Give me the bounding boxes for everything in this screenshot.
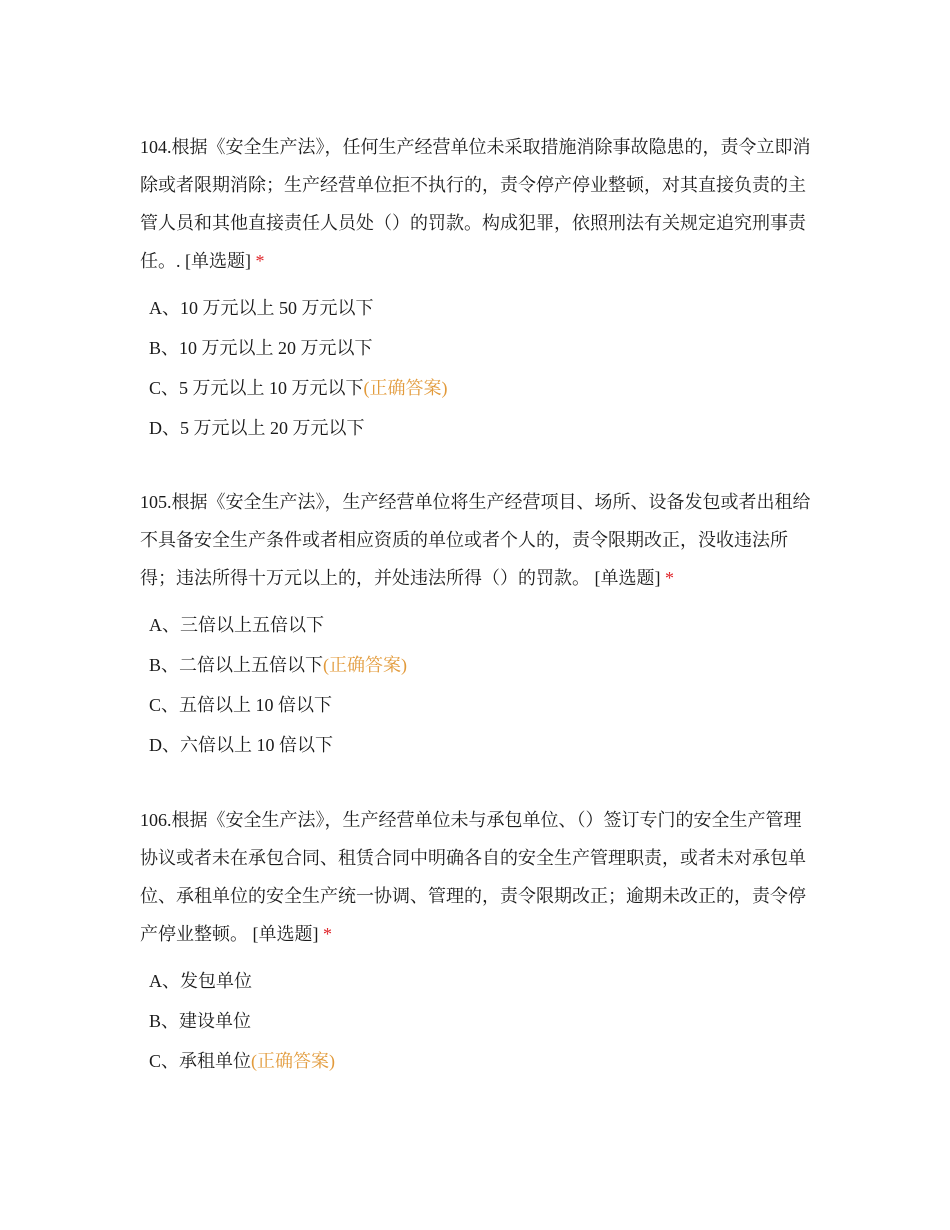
option-label: A、发包单位 <box>149 971 252 991</box>
option-label: D、六倍以上 10 倍以下 <box>149 735 333 755</box>
option-b[interactable] <box>140 328 812 368</box>
correct-answer-tag: (正确答案) <box>323 655 408 675</box>
option-label: A、三倍以上五倍以下 <box>149 615 324 635</box>
option-c[interactable] <box>140 368 812 408</box>
required-asterisk: * <box>255 251 265 271</box>
option-label: B、建设单位 <box>149 1011 252 1031</box>
question-stem: 105.根据《安全生产法》，生产经营单位将生产经营项目、场所、设备发包或者出租给不具备安全生产条件或者相应资质的单位或者个人的，责令限期改正，没收违法所得；违法所得十万元以上的，并处违法所得（）的罚款。 <box>140 492 811 588</box>
option-c[interactable] <box>140 685 812 725</box>
option-a[interactable] <box>140 605 812 645</box>
option-c[interactable] <box>140 1041 812 1081</box>
option-label: C、5 万元以上 10 万元以下 <box>149 378 364 398</box>
option-b[interactable] <box>140 1001 812 1041</box>
option-label: B、二倍以上五倍以下 <box>149 655 324 675</box>
question-106 <box>140 801 812 1081</box>
option-b[interactable] <box>140 645 812 685</box>
option-a[interactable] <box>140 288 812 328</box>
option-label: C、五倍以上 10 倍以下 <box>149 695 333 715</box>
option-list <box>140 605 812 765</box>
option-list <box>140 961 812 1081</box>
correct-answer-tag: (正确答案) <box>363 378 448 398</box>
option-label: B、10 万元以上 20 万元以下 <box>149 338 373 358</box>
question-stem: 104.根据《安全生产法》，任何生产经营单位未采取措施消除事故隐患的，责令立即消除或者限期消除；生产经营单位拒不执行的，责令停产停业整顿，对其直接负责的主管人员和其他直接责任人员处（）的罚款。构成犯罪，依照刑法有关规定追究刑事责任。. <box>140 137 811 271</box>
question-type: [单选题] <box>185 251 251 271</box>
option-d[interactable] <box>140 725 812 765</box>
required-asterisk: * <box>665 568 674 588</box>
question-stem: 106.根据《安全生产法》，生产经营单位未与承包单位、（）签订专门的安全生产管理协议或者未在承包合同、租赁合同中明确各自的安全生产管理职责，或者未对承包单位、承租单位的安全生产统一协调、管理的，责令限期改正；逾期未改正的，责令停产停业整顿。 <box>140 810 806 944</box>
question-text <box>140 483 812 597</box>
question-105 <box>140 483 812 765</box>
question-type: [单选题] <box>594 568 661 588</box>
required-asterisk: * <box>323 924 332 944</box>
option-d[interactable] <box>140 408 812 448</box>
question-text <box>140 128 812 280</box>
correct-answer-tag: (正确答案) <box>251 1051 336 1071</box>
option-label: C、承租单位 <box>149 1051 252 1071</box>
option-label: A、10 万元以上 50 万元以下 <box>149 298 374 318</box>
question-text <box>140 801 812 953</box>
question-104 <box>140 128 812 448</box>
option-list <box>140 288 812 448</box>
option-a[interactable] <box>140 961 812 1001</box>
option-label: D、5 万元以上 20 万元以下 <box>149 418 365 438</box>
question-type: [单选题] <box>252 924 319 944</box>
